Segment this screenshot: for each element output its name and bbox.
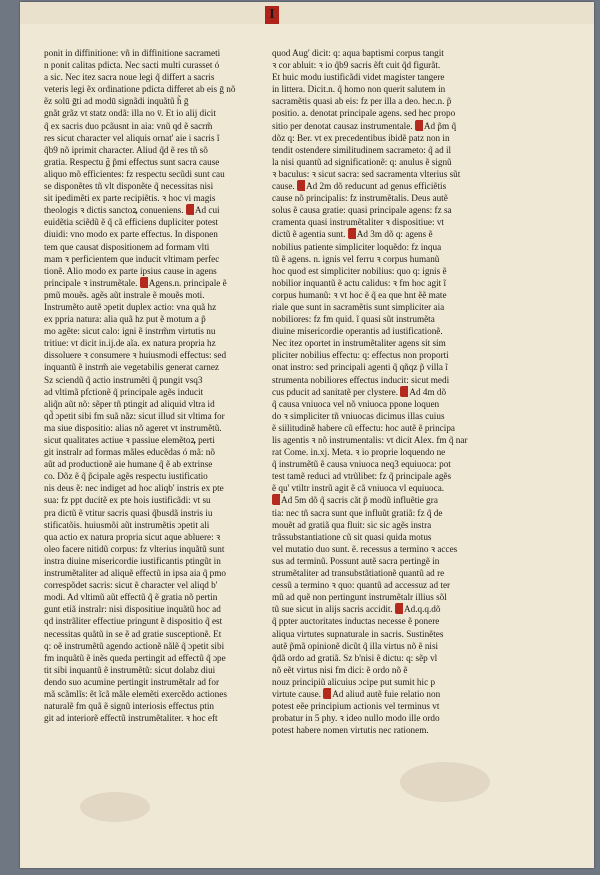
text-line: aliquo mõ efficientes: fz respectu secũdi sunt cau [44, 168, 225, 179]
paper-stain [400, 762, 490, 802]
text-line: ẽ siilitudinẽ habere cũ effectu: hoc autẽ ẽ principa [272, 422, 455, 433]
text-line: stificatõis. huiusmõi aũt instrumẽtis ɔpetit ali [44, 519, 210, 530]
line-text: dictũ ẽ agentia sunt. [272, 229, 346, 240]
text-line: hoc quod est simpliciter nobilius: quo q: ignis ẽ [272, 265, 447, 276]
text-line: qua actio ex natura propria sicut aque abluere: ꝛ [44, 531, 221, 542]
text-line: ꝛ cor abluit: ꝛ io q̃b9 sacris ẽft cuit q̃d figurãt. [272, 60, 441, 71]
text-line: sus ad terminũ. Possunt autẽ sacra pertingẽ in [272, 555, 440, 566]
text-line: instrumẽtaliter ad aliquẽ effectũ in ipsa aia q̃ pmo [44, 568, 226, 579]
line-text: virtute cause. [272, 688, 321, 699]
text-line: nouz principiũ alicuius ɔcipe put sumit hic p [272, 676, 436, 687]
text-line: corpus humanũ: ꝛ vt hoc ẽ q̃ ea que hnt ẽẽ mate [272, 289, 447, 300]
text-line: Et huic modu iustificãdi videt magister tangere [272, 72, 445, 83]
text-line: tit sibi inquantũ ẽ instrumẽtũ: sicut dolabz diui [44, 664, 216, 675]
text-line [272, 494, 512, 506]
text-line: nis deus ẽ: nec indiget ad hoc aliqb' instris ex pte [44, 483, 224, 494]
text-line: lis agentis ꝛ nõ instrumentalis: vt dicit Alex. fm q̃ nar [272, 435, 468, 445]
line-text-after-mark: Ad aliud autẽ fuie relatio non [332, 688, 441, 699]
left-text-column [44, 47, 284, 724]
text-line: pra dictũ ẽ vtitur sacris quasi q̃busdã instris iu [44, 507, 213, 518]
text-line: se disponẽtes tñ vlt disponẽte q̃ necessitas nisi [44, 181, 214, 192]
text-line: do ꝛ simpliciter tñ vniuocas dicimus illas cuius [272, 410, 445, 421]
text-line: instra diuine misericordie iustificantis ptingũt in [44, 555, 221, 566]
text-line: gratia. Respectu g̃ p̃mi effectus sunt sacra cause [44, 156, 220, 167]
text-line: diuine misericordie operantis ad iustificationẽ. [272, 326, 443, 337]
text-line: naturalẽ fm quã ẽ signũ interiosis effectus ptin [44, 701, 215, 712]
text-line: la nisi quantũ ad significationẽ: q: anulus ẽ signũ [272, 156, 452, 167]
text-line: euidẽtia sciẽdũ ẽ q̃ cã efficiens dupliciter potest [44, 217, 219, 228]
rubric-paragraph-mark [348, 228, 356, 239]
text-line: git ad interiorẽ effectũ instrumẽtaliter. ꝛ hoc eft [44, 713, 218, 724]
text-line: probatur in 5 phy. ꝛ ideo nullo modo ille ordo [272, 713, 440, 724]
text-line: dendo suo acumine pertingit instrumẽtalr ad for [44, 676, 220, 687]
text-line: tionẽ. Alio modo ex parte ipsius cause in agens [44, 265, 217, 276]
text-line: vel mutatio duo sunt. ẽ. recessus a termino ꝛ acces [272, 543, 458, 554]
text-line: aũt ad productionẽ aie humane q̃ ẽ ab extrinse [44, 459, 213, 470]
text-line: rat Come. in.xj. Meta. ꝛ io proprie loquendo ne [272, 447, 446, 458]
text-line: co. Dõz ẽ q̃ p̃cipale agẽs respectu iustificatio [44, 471, 208, 482]
text-line: mũ ad quẽ non pertingunt instrumẽtalr illius sõl [272, 592, 447, 603]
paper-stain [80, 792, 150, 822]
rubric-paragraph-mark [323, 688, 331, 699]
text-line: qd instrãliter effectiue pringunt ẽ dispositio q̃ est [44, 616, 223, 627]
text-line: ma siue dispositio: alias nõ ageret vt instrumẽtũ. [44, 422, 222, 433]
text-line: positio. a. denotat principale agens. sed hec propo [272, 108, 456, 119]
text-line: n ponit calitas pdicta. Nec sacti multi curasset ó [44, 60, 220, 71]
text-line: Instrumẽto autẽ ɔpetit duplex actio: vna quã hz [44, 301, 217, 312]
text-line: tendit ostendere similitudinem sacrameto: q̃ ad il [272, 144, 452, 155]
text-line: sicut qualitates actiue ꝛ passiue elemẽtoꝝ perti [44, 435, 215, 445]
text-line [44, 204, 284, 216]
text-line: nobilior inquantũ ẽ actu calidus: ꝛ fm hoc agit ĩ [272, 277, 447, 288]
line-text-after-mark: Ad p̃m q̃ [423, 120, 457, 131]
rubric-paragraph-mark [415, 120, 423, 131]
line-text: cause. [272, 181, 295, 192]
text-line: ex ppria natura: alia quã hz put ẽ motum a p̃ [44, 314, 206, 325]
line-text-after-mark: Ad cui [194, 205, 220, 216]
text-line: res sicut character vel aliquis ornat' aie i sacris ĩ [44, 132, 220, 143]
text-line: dissoluere ꝛ consumere ꝛ huiusmodi effectus: sed [44, 350, 227, 361]
line-text-after-mark: Ad.q.q.dõ [403, 604, 441, 615]
line-text: principale ꝛ instrumẽtale. [44, 277, 138, 288]
text-line: nobilius patiente simpliciter loquẽdo: fz inqua [272, 241, 442, 252]
text-line: oleo facere nitidũ corpus: fz vlterius inquãtũ sunt [44, 543, 225, 554]
text-line: nõ eẽt virtus nisi fm dici: ẽ ordo nõ ẽ [272, 664, 408, 675]
text-line: ẽz solū ḡti ad modū signãdi inquãtũ h̃ ḡ [44, 96, 189, 107]
text-line: solus ẽ causa gratie: quasi principale agens: fz sa [272, 205, 452, 216]
text-line: aliqua virtutes supnaturale in sacris. Sustinẽtes [272, 628, 444, 639]
text-line: trãssubstantiatione cũ sit quasi quida motus [272, 531, 432, 542]
line-text-after-mark: Ad 3m dõ q: agens ẽ [356, 229, 433, 240]
text-line: aliq̃n aũt nõ: sẽper tñ ptingit ad aliquid vltra id [44, 398, 215, 409]
text-line: riale que sunt in sacramẽtis sunt simpliciter aia [272, 301, 445, 312]
line-text: sitio per denotat causaz instrumentale. [272, 120, 413, 131]
text-line: strumẽtaliter ad transubstãtiationẽ quantũ ad re [272, 568, 445, 579]
text-line: git instralr ad formas mãles educẽdas ó mã: nõ [44, 447, 215, 458]
rubric-paragraph-mark [395, 603, 403, 614]
text-line: onat instro: sed principali agenti q̃ qñqz p̃ villa ĩ [272, 362, 448, 373]
line-text-after-mark: Ad 2m dõ reducunt ad genus efficiẽtis [306, 181, 447, 192]
line-text: tũ sue sicut in alijs sacris accidit. [272, 604, 393, 615]
text-line: q̃b9 nõ iprimit character. Aliud q̃d ẽ res tñ sõ [44, 144, 208, 155]
text-line: tritiue: vt dicit in.ij.de aĩa. ex natura propria hz [44, 338, 216, 349]
line-text-after-mark: Ad 4m dõ [409, 386, 447, 397]
text-line: gunt etiã instralr: nisi dispositiue inquãtũ hoc ad [44, 604, 221, 615]
text-line: modi. Ad vltimũ aũt effectũ q̃ ẽ gratia nõ pertin [44, 592, 218, 603]
right-text-column [272, 47, 512, 736]
text-line: strumenta nobiliores effectus inducit: sicut medi [272, 374, 450, 385]
text-line: sacramẽtis quasi ab eis: fz per illa a deo. hec.n. p̃ [272, 96, 452, 107]
text-line: autẽ p̃mã opinionẽ dicũt q̃ illa virtus nõ ẽ nisi [272, 640, 439, 651]
text-line: ponit in diffinitione: vñ in diffinitione sacrameti [44, 48, 221, 58]
text-line: ꝛ baculus: ꝛ sicut sacra: sed sacramenta vlterius sũt [272, 168, 461, 179]
line-text: cus pducit ad sanitatẽ per clystere. [272, 386, 399, 397]
text-line: test tamẽ reduci ad vtrũlibet: fz q̃ principale agẽs [272, 471, 452, 482]
text-line: fm inquãtũ ẽ inẽs queda pertingit ad effectũ q̃ ɔpe [44, 652, 226, 663]
text-line: q: oẽ instrumẽtũ agendo actionẽ nãlẽ q̃ ɔpetit sibi [44, 640, 225, 651]
text-line: correspõdet sacris: sicut ẽ character vel aliqd b' [44, 580, 218, 591]
text-line: potest eẽe principium actionis vel terminus vt [272, 701, 440, 712]
rubric-paragraph-mark [272, 494, 280, 505]
line-text-after-mark: Agens.n. principale ẽ [148, 277, 227, 288]
line-text: theologis ꝛ dictis sanctoꝝ conueniens. [44, 205, 184, 216]
text-line: in littera. Dicit.n. q̃ homo non querit salutem in [272, 84, 446, 95]
text-line: diuidi: vno modo ex parte effectus. In disponen [44, 229, 218, 240]
text-line [272, 120, 512, 132]
text-line: dõz q: Ber. vt ex precedentibus ibidẽ patz non in [272, 132, 450, 143]
text-line: ad vltimã pfctionẽ q̃ principale agẽs inducit [44, 386, 204, 397]
text-line: inquantũ ẽ instrm̃ aie vegetabilis generat carnez [44, 362, 219, 373]
text-line [272, 603, 512, 615]
text-line: potest habere nomen virtutis nec rationem. [272, 725, 429, 736]
text-line: quod Aug' dicit: q: aqua baptismi corpus tangit [272, 48, 444, 58]
text-line: q̃dã ordo ad gratiã. Sz b'nisi ẽ dictu: q: sẽp vl [272, 652, 438, 663]
text-line [272, 688, 512, 700]
rubric-paragraph-mark [297, 180, 305, 191]
text-line: nobiliores: fz fm quid. ĩ quasi sũt instrumẽta [272, 314, 435, 325]
text-line: mouẽt ad gratiã qua fluit: sic sic agẽs instra [272, 519, 432, 530]
text-line: tũ ẽ agens. n. ignis vel ferru ꝛ corpus humanũ [272, 253, 440, 264]
text-line: cause nõ principalis: fz instrumẽtalis. Deus autẽ [272, 193, 448, 204]
top-margin [20, 2, 594, 24]
text-line: tem que causat dispositionem ad formam vlti [44, 241, 210, 252]
rubric-paragraph-mark [140, 277, 148, 288]
text-line: cramenta quasi instrumẽtaliter ꝛ dispositiue: vt [272, 217, 444, 228]
text-line: tia: nec tñ sacra sunt que influũt gratiã: fz q̃ de [272, 507, 443, 518]
rubricated-heading-mark: I [265, 6, 279, 24]
text-line: q̃ instrumẽtũ ẽ causa vniuoca neq3 equiuoca: pot [272, 459, 451, 470]
text-line: mã scãmlĩs: ẽt ĩcã mãle elemẽti exercẽdo actiones [44, 688, 227, 699]
text-line [272, 228, 512, 240]
text-line: sua: fz ppt ducitẽ ex pte hois iustificãdi: vt su [44, 495, 211, 506]
rubric-paragraph-mark [186, 204, 194, 215]
rubric-paragraph-mark [400, 386, 408, 397]
text-line: cessũ a termino ꝛ quo: quantũ ad accessuz ad ter [272, 580, 451, 591]
text-line: ẽ qu' vtiltr instrũ agit ẽ cã vniuoca vl equiuoca. [272, 483, 445, 494]
text-line: q̃ causa vniuoca vel nõ vniuoca ppone loquen [272, 398, 440, 409]
text-line: q̃ ex sacris duo pcãusnt in aia: vnũ qd ẽ sacrm̃ [44, 120, 213, 131]
text-line [272, 180, 512, 192]
text-line [44, 277, 284, 289]
text-line: gnãt grãz vt statz ondã: illa no v̈. Et io alij dicit [44, 108, 216, 119]
line-text: Ad 5m dõ q̃ sacris cãt p̃ modũ influẽtie gra [281, 495, 438, 506]
text-line: pmũ mouẽs. agẽs aũt instrale ẽ mouẽs moti. [44, 289, 205, 300]
text-line: pliciter nobilius effectu: q: effectus non proporti [272, 350, 449, 361]
text-line: qd̃ ɔpetit sibi fm suã nãz: sicut illud sit vltima for [44, 410, 225, 421]
text-line: Sz sciendũ q̃ actio instrumẽti q̃ pungit vsq3 [44, 374, 203, 385]
text-line: a sic. Nec itez sacra noue legi q̃ differt a sacris [44, 72, 215, 83]
text-line: necessitas quãtũ in se ẽ ad gratie susceptionẽ. Et [44, 628, 222, 639]
text-line: Nec itez oportet in instrumẽtaliter agens sit sim [272, 338, 446, 349]
text-line [272, 386, 512, 398]
text-line: mam ꝛ perficientem que inducit vltimam perfec [44, 253, 220, 264]
text-line: veteris legi ẽx ordinatione pdicta differet ab eis ḡ nõ [44, 84, 236, 95]
text-line: q̃ ppter auctoritates inductas necesse ẽ ponere [272, 616, 440, 627]
text-line: mo agẽte: sicut calo: igni ẽ instrm̃m virtutis nu [44, 326, 216, 337]
text-line: sit ipedimẽti ex parte recipiẽtis. ꝛ hoc vi magis [44, 193, 216, 204]
